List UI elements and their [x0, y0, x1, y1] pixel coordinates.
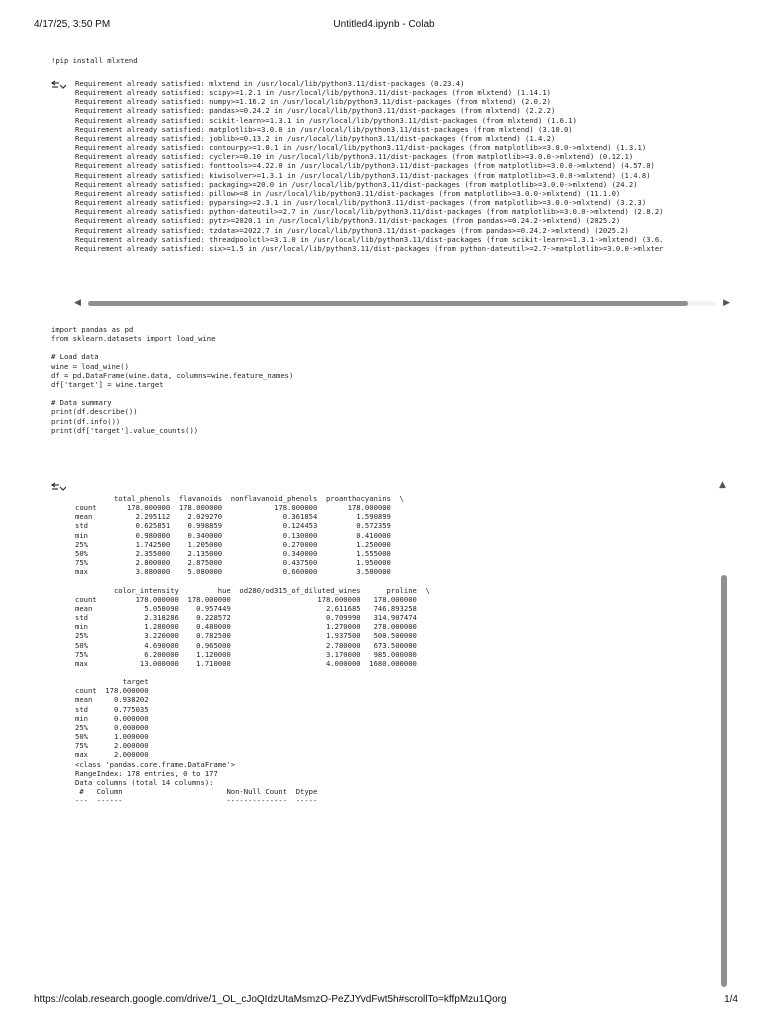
cell-1-code[interactable]: !pip install mlxtend [51, 56, 138, 65]
output-line: count 178.000000 178.000000 178.000000 178.000000 [75, 503, 391, 513]
page-number: 1/4 [724, 994, 738, 1005]
output-line: --- ------ -------------- ----- [75, 796, 326, 806]
output-line: max 3.880000 5.080000 0.660000 3.580000 [75, 567, 391, 577]
output-line: 75% 2.000000 [75, 741, 149, 751]
output-line: Requirement already satisfied: mlxtend in /usr/local/lib/python3.11/dist-packages (0.23.4) [75, 79, 465, 88]
output-line: Requirement already satisfied: contourpy>=1.0.1 in /usr/local/lib/python3.11/dist-packages (from matplotlib>=3.0.0->mlxtend) (1.3.1) [75, 143, 647, 153]
output-line: Requirement already satisfied: threadpoolctl>=3.1.0 in /usr/local/lib/python3.11/dist-packages (from scikit-learn>=1.3.1->mlxtend) (3.6. [75, 234, 664, 244]
output-line: total_phenols flavanoids nonflavanoid_phenols proanthocyanins \ [75, 494, 404, 503]
output-line: count 178.000000 178.000000 178.000000 178.000000 [75, 594, 417, 604]
output-line: 25% 0.000000 [75, 722, 149, 732]
vertical-scroll-thumb[interactable] [721, 575, 727, 987]
output-line: Requirement already satisfied: scipy>=1.2.1 in /usr/local/lib/python3.11/dist-packages (from mlxtend) (1.14.1) [75, 88, 551, 98]
cell-2-code[interactable] [51, 325, 293, 435]
output-line: 25% 1.742500 1.205000 0.270000 1.250000 [75, 539, 391, 549]
scroll-left-arrow-icon[interactable]: ◀ [74, 298, 81, 308]
output-line: 50% 2.355000 2.135000 0.340000 1.555000 [75, 548, 391, 558]
code-line: print(df['target'].value_counts()) [51, 425, 199, 435]
output-line: Requirement already satisfied: tzdata>=2022.7 in /usr/local/lib/python3.11/dist-packages (from pandas>=0.24.2->mlxtend) (2025.2) [75, 225, 629, 235]
output-line: mean 5.058090 0.957449 2.611685 746.893258 [75, 603, 417, 613]
output-line: Requirement already satisfied: matplotlib>=3.0.0 in /usr/local/lib/python3.11/dist-packages (from mlxtend) (3.10.0) [75, 124, 573, 134]
output-line: Requirement already satisfied: cycler>=0.10 in /usr/local/lib/python3.11/dist-packages (from matplotlib>=3.0.0->mlxtend) (0.12.1) [75, 152, 634, 162]
output-line: 25% 3.220000 0.782500 1.937500 500.500000 [75, 631, 417, 641]
output-toggle-icon-2[interactable] [50, 481, 66, 493]
output-line: min 0.980000 0.340000 0.130000 0.410000 [75, 530, 391, 540]
output-line: Requirement already satisfied: pandas>=0.24.2 in /usr/local/lib/python3.11/dist-packages (from mlxtend) (2.2.2) [75, 106, 556, 116]
code-line: print(df.describe()) [51, 407, 138, 417]
clipped-output-line: ... ....... ....... ....... ....... [75, 477, 352, 483]
output-line: Requirement already satisfied: kiwisolver>=1.3.1 in /usr/local/lib/python3.11/dist-packages (from matplotlib>=3.0.0->mlxtend) (1.4.8) [75, 170, 651, 180]
output-line: 50% 4.690000 0.965000 2.780000 673.500000 [75, 640, 417, 650]
output-line: 75% 6.200000 1.120000 3.170000 985.000000 [75, 649, 417, 659]
horizontal-scrollbar[interactable] [74, 297, 730, 309]
output-line: Requirement already satisfied: python-dateutil>=2.7 in /usr/local/lib/python3.11/dist-packages (from matplotlib>=3.0.0->mlxtend) (2.8.2) [75, 207, 664, 217]
page-url: https://colab.research.google.com/drive/1_OL_cJoQIdzUtaMsmzO-PeZJYvdFwt5h#scrollTo=kffpMzu1Qorg [34, 994, 507, 1005]
print-header [0, 19, 768, 33]
output-line: <class 'pandas.core.frame.DataFrame'> [75, 759, 236, 769]
output-line: std 0.775035 [75, 704, 149, 714]
scroll-thumb[interactable] [88, 301, 688, 306]
print-footer [0, 994, 768, 1008]
output-line: std 2.318286 0.228572 0.709990 314.907474 [75, 613, 417, 623]
output-line: count 178.000000 [75, 686, 149, 696]
notebook-title: Untitled4.ipynb - Colab [333, 19, 435, 30]
output-line [75, 576, 430, 585]
code-line: df['target'] = wine.target [51, 379, 164, 389]
code-line: print(df.info()) [51, 416, 121, 426]
output-line: mean 2.295112 2.029270 0.361854 1.590899 [75, 512, 391, 522]
output-line: target [75, 677, 149, 687]
code-line: # Data summary [51, 398, 112, 408]
output-line: Requirement already satisfied: fonttools>=4.22.0 in /usr/local/lib/python3.11/dist-packages (from matplotlib>=3.0.0->mlxtend) (4.57.0) [75, 161, 655, 171]
output-line: Requirement already satisfied: scikit-learn>=1.3.1 in /usr/local/lib/python3.11/dist-packages (from mlxtend) (1.6.1) [75, 115, 577, 125]
output-line: Requirement already satisfied: pillow>=8 in /usr/local/lib/python3.11/dist-packages (from matplotlib>=3.0.0->mlxtend) (11.1.0) [75, 188, 621, 198]
output-line: Requirement already satisfied: joblib>=0.13.2 in /usr/local/lib/python3.11/dist-packages (from mlxtend) (1.4.2) [75, 133, 556, 143]
print-datetime: 4/17/25, 3:50 PM [34, 19, 111, 30]
output-line: Requirement already satisfied: pytz>=2020.1 in /usr/local/lib/python3.11/dist-packages (from pandas>=0.24.2->mlxtend) (2025.2) [75, 216, 621, 226]
output-line: mean 0.938202 [75, 695, 149, 705]
vertical-scrollbar[interactable] [719, 480, 729, 990]
code-line: import pandas as pd [51, 325, 134, 334]
output-line: Data columns (total 14 columns): [75, 777, 214, 787]
scroll-up-arrow-icon[interactable]: ▲ [719, 480, 726, 490]
output-line: std 0.625851 0.998859 0.124453 0.572359 [75, 521, 391, 531]
code-line [51, 343, 293, 352]
cell-2-output [75, 494, 430, 805]
output-line: Requirement already satisfied: numpy>=1.16.2 in /usr/local/lib/python3.11/dist-packages (from mlxtend) (2.0.2) [75, 97, 551, 107]
scroll-right-arrow-icon[interactable]: ▶ [723, 298, 730, 308]
code-line: from sklearn.datasets import load_wine [51, 334, 216, 344]
output-line: max 2.000000 [75, 750, 149, 760]
cell-1-output [75, 79, 664, 253]
output-line: min 0.000000 [75, 713, 149, 723]
code-line: df = pd.DataFrame(wine.data, columns=wine.feature_names) [51, 370, 294, 380]
output-line: 75% 2.800000 2.875000 0.437500 1.950000 [75, 558, 391, 568]
output-line: min 1.280000 0.480000 1.270000 278.000000 [75, 622, 417, 632]
output-line: 50% 1.000000 [75, 732, 149, 742]
code-line: # Load data [51, 352, 99, 362]
output-line [75, 668, 430, 677]
scroll-track[interactable] [88, 301, 716, 306]
code-line: wine = load_wine() [51, 361, 129, 371]
output-line: Requirement already satisfied: pyparsing>=2.3.1 in /usr/local/lib/python3.11/dist-packages (from matplotlib>=3.0.0->mlxtend) (3.2.3) [75, 198, 647, 208]
output-line: Requirement already satisfied: packaging>=20.0 in /usr/local/lib/python3.11/dist-packages (from matplotlib>=3.0.0->mlxtend) (24.2) [75, 179, 638, 189]
output-line: RangeIndex: 178 entries, 0 to 177 [75, 768, 218, 778]
output-line: color_intensity hue od280/od315_of_diluted_wines proline \ [75, 585, 430, 595]
output-line: Requirement already satisfied: six>=1.5 in /usr/local/lib/python3.11/dist-packages (from python-dateutil>=2.7->matplotlib>=3.0.0->mlxter [75, 243, 664, 253]
output-line: # Column Non-Null Count Dtype [75, 787, 326, 796]
output-line: max 13.000000 1.710000 4.000000 1680.000000 [75, 658, 417, 668]
code-line [51, 389, 293, 398]
output-toggle-icon[interactable] [50, 79, 66, 91]
